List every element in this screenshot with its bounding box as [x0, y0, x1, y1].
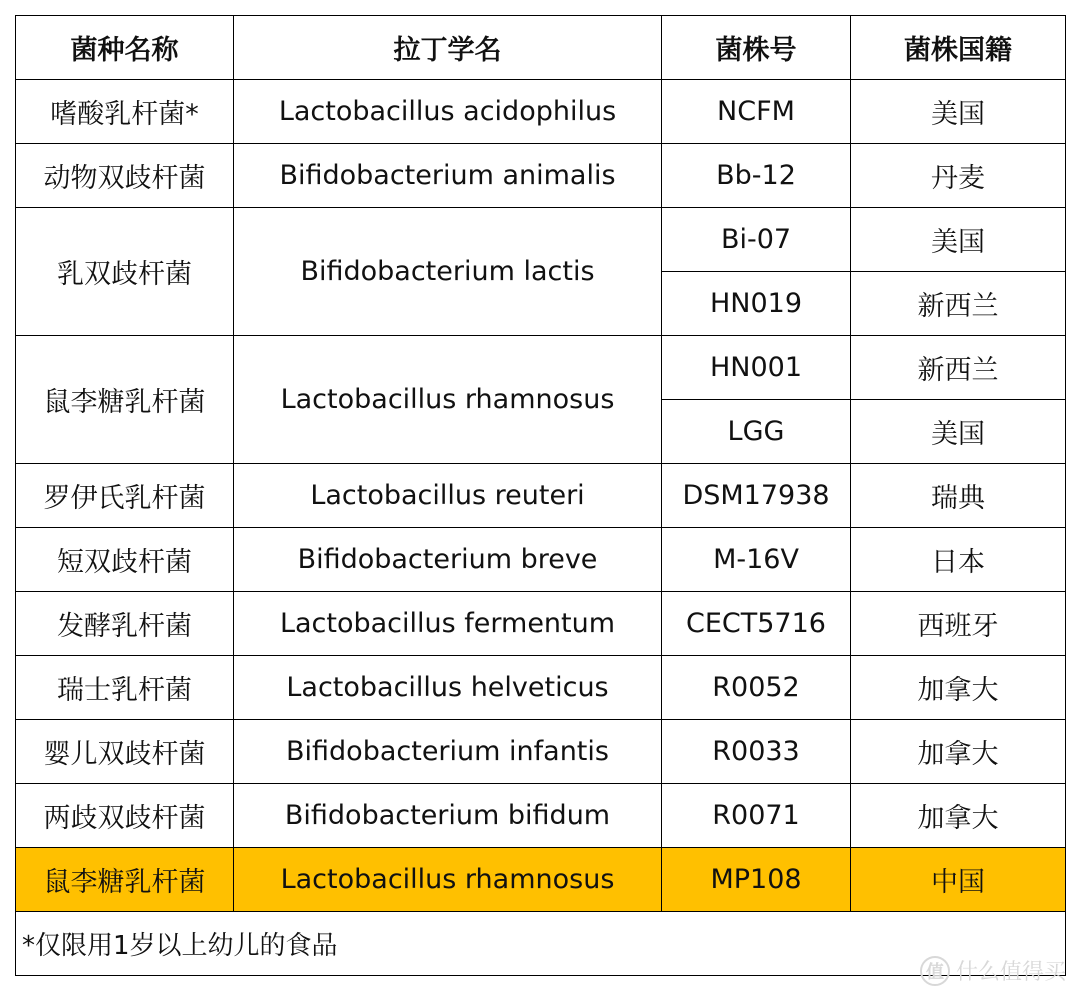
probiotic-strain-table: [15, 15, 1066, 976]
latin-name-cell: Lactobacillus reuteri: [234, 464, 662, 528]
footnote-row: [16, 912, 1066, 976]
strain-code-cell: R0052: [662, 656, 851, 720]
species-name-cell: 鼠李糖乳杆菌: [16, 336, 234, 464]
header-strain-code: 菌株号: [662, 16, 851, 80]
footnote-text: *仅限用1岁以上幼儿的食品: [16, 912, 1066, 976]
strain-country-cell: 美国: [851, 400, 1066, 464]
latin-name-cell: Bifidobacterium animalis: [234, 144, 662, 208]
table-row: [16, 464, 1066, 528]
species-name-cell: 瑞士乳杆菌: [16, 656, 234, 720]
strain-code-cell: HN001: [662, 336, 851, 400]
site-watermark: [920, 955, 1066, 986]
latin-name-cell: Lactobacillus rhamnosus: [234, 848, 662, 912]
table-row: [16, 720, 1066, 784]
species-name-cell: 发酵乳杆菌: [16, 592, 234, 656]
table-row: [16, 784, 1066, 848]
strain-code-cell: R0071: [662, 784, 851, 848]
table-row: [16, 656, 1066, 720]
latin-name-cell: Bifidobacterium lactis: [234, 208, 662, 336]
strain-country-cell: 美国: [851, 208, 1066, 272]
header-species-name: 菌种名称: [16, 16, 234, 80]
strain-country-cell: 日本: [851, 528, 1066, 592]
highlighted-table-row: [16, 848, 1066, 912]
strain-country-cell: 美国: [851, 80, 1066, 144]
header-strain-country: 菌株国籍: [851, 16, 1066, 80]
header-latin-name: 拉丁学名: [234, 16, 662, 80]
strain-country-cell: 新西兰: [851, 336, 1066, 400]
table-header-row: [16, 16, 1066, 80]
strain-country-cell: 新西兰: [851, 272, 1066, 336]
species-name-cell: 动物双歧杆菌: [16, 144, 234, 208]
strain-country-cell: 中国: [851, 848, 1066, 912]
strain-country-cell: 丹麦: [851, 144, 1066, 208]
latin-name-cell: Lactobacillus helveticus: [234, 656, 662, 720]
smzdm-logo-icon: 值: [920, 956, 950, 986]
strain-country-cell: 西班牙: [851, 592, 1066, 656]
table-row: [16, 208, 1066, 272]
latin-name-cell: Lactobacillus fermentum: [234, 592, 662, 656]
latin-name-cell: Bifidobacterium bifidum: [234, 784, 662, 848]
strain-country-cell: 加拿大: [851, 656, 1066, 720]
species-name-cell: 罗伊氏乳杆菌: [16, 464, 234, 528]
strain-code-cell: LGG: [662, 400, 851, 464]
strain-code-cell: CECT5716: [662, 592, 851, 656]
latin-name-cell: Bifidobacterium breve: [234, 528, 662, 592]
species-name-cell: 鼠李糖乳杆菌: [16, 848, 234, 912]
strain-code-cell: Bb-12: [662, 144, 851, 208]
table-row: [16, 592, 1066, 656]
strain-country-cell: 加拿大: [851, 784, 1066, 848]
species-name-cell: 乳双歧杆菌: [16, 208, 234, 336]
strain-code-cell: HN019: [662, 272, 851, 336]
species-name-cell: 短双歧杆菌: [16, 528, 234, 592]
latin-name-cell: Lactobacillus rhamnosus: [234, 336, 662, 464]
strain-code-cell: NCFM: [662, 80, 851, 144]
strain-code-cell: R0033: [662, 720, 851, 784]
species-name-cell: 两歧双歧杆菌: [16, 784, 234, 848]
table-row: [16, 528, 1066, 592]
strain-country-cell: 加拿大: [851, 720, 1066, 784]
species-name-cell: 嗜酸乳杆菌*: [16, 80, 234, 144]
strain-code-cell: DSM17938: [662, 464, 851, 528]
species-name-cell: 婴儿双歧杆菌: [16, 720, 234, 784]
watermark-text: 什么值得买: [955, 960, 1066, 985]
latin-name-cell: Lactobacillus acidophilus: [234, 80, 662, 144]
strain-code-cell: MP108: [662, 848, 851, 912]
table-row: [16, 144, 1066, 208]
table-row: [16, 336, 1066, 400]
strain-code-cell: M-16V: [662, 528, 851, 592]
strain-country-cell: 瑞典: [851, 464, 1066, 528]
table-row: [16, 80, 1066, 144]
strain-code-cell: Bi-07: [662, 208, 851, 272]
latin-name-cell: Bifidobacterium infantis: [234, 720, 662, 784]
